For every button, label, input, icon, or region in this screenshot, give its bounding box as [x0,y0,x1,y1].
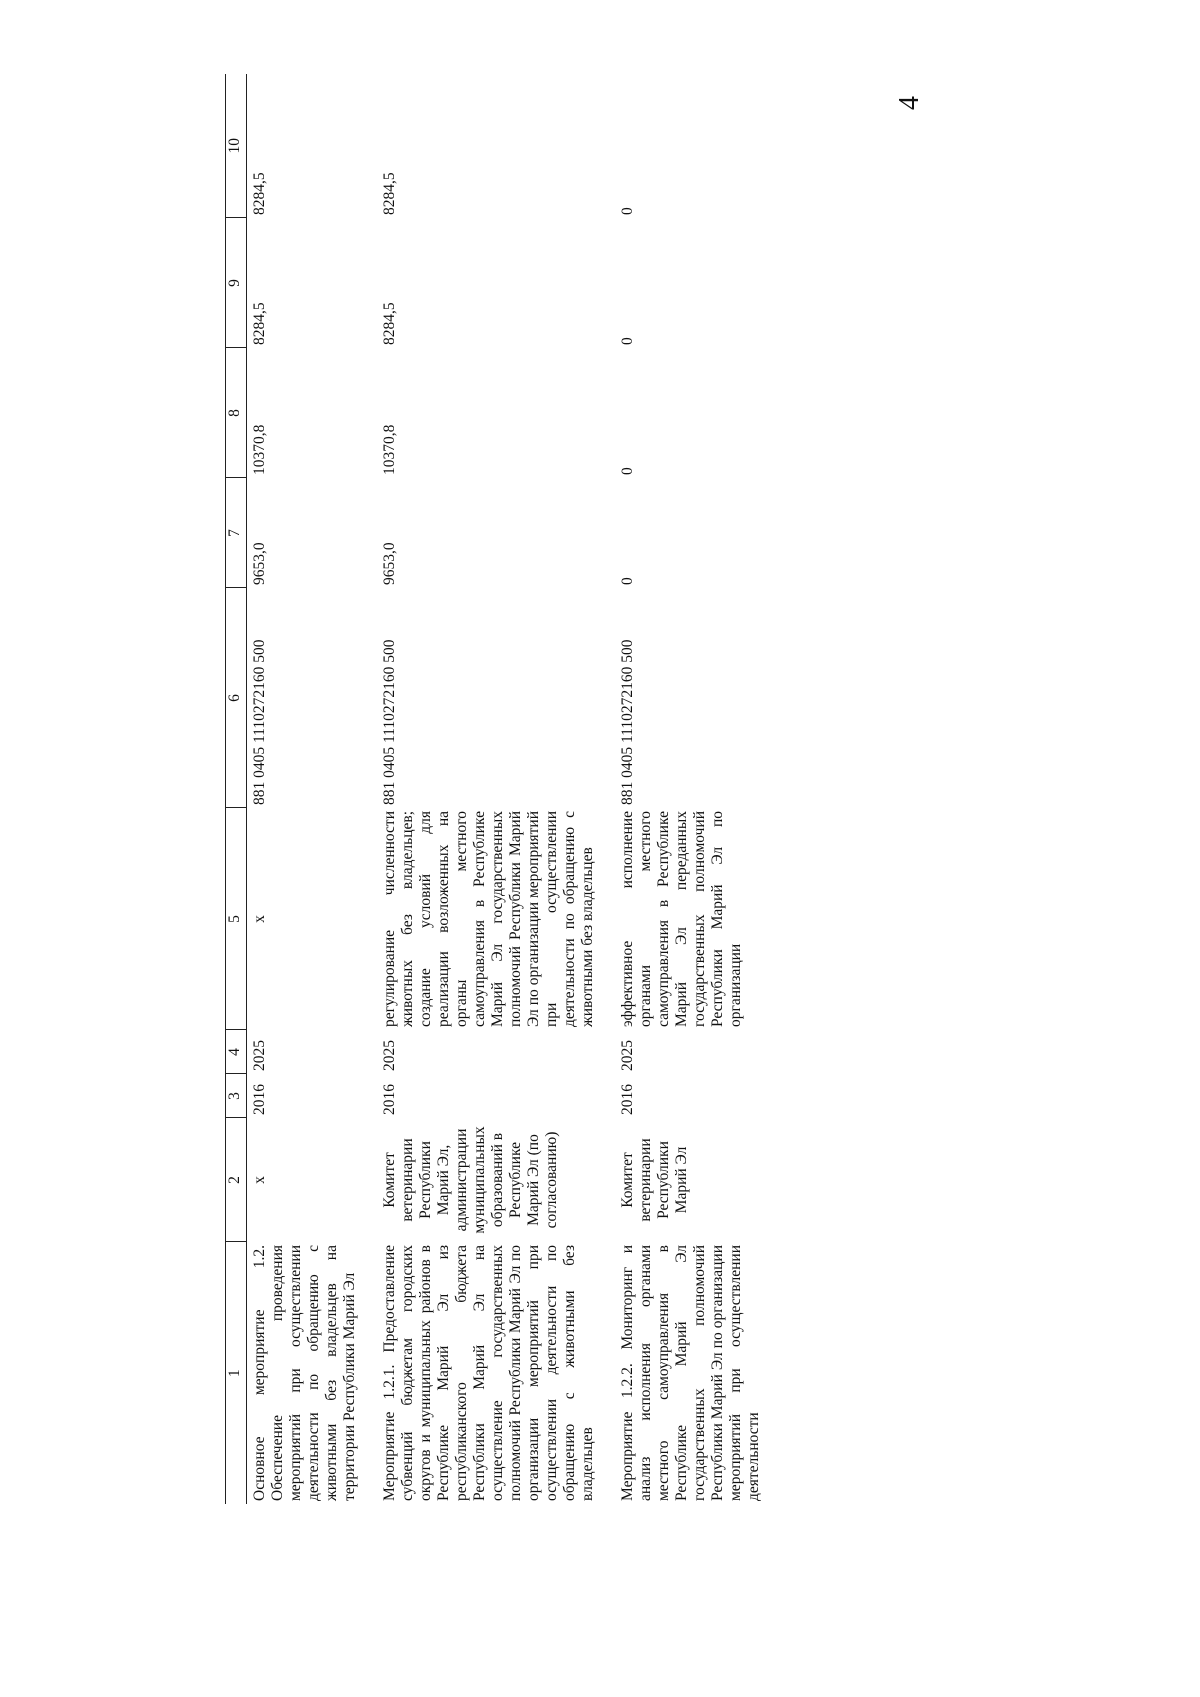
table-row [247,74,362,1504]
col-header-10: 10 [226,74,247,218]
row-1-start-year: 2016 [251,1084,268,1115]
col-header-9: 9 [226,218,247,348]
row-3-end-year: 2025 [619,1040,636,1071]
col-header-2: 2 [226,1118,247,1242]
row-1-value-10: 8284,5 [251,172,268,215]
col-header-8: 8 [226,348,247,478]
row-2-value-10: 8284,5 [381,172,398,215]
row-2-executor: Комитет ветеринарии Республики Марий Эл, администрации муниципальных образований в Республике Марий Эл (по согласованию) [381,1126,560,1234]
row-1-value-9: 8284,5 [251,302,268,345]
row-1-budget-code: 881 0405 1110272160 500 [251,639,268,805]
row-1-executor: х [251,1176,268,1184]
row-3-executor: Комитет ветеринарии Республики Марий Эл [619,1138,690,1222]
row-1-activity: Основное мероприятие 1.2. Обеспечение проведения мероприятий при осуществлении деятельности по обращению с животными без владельцев на территории Республики Марий Эл [251,1245,358,1501]
row-2-activity: Мероприятие 1.2.1. Предоставление субвенций бюджетам городских округов и муниципальных районов в Республике Марий Эл из республиканского бюджета Республики Марий Эл на осуществление государственных полномочий Республики Марий Эл по организации мероприятий при осуществлении деятельности по обращению с животными без владельцев [381,1245,596,1501]
row-1-value-7: 9653,0 [251,542,268,585]
row-2-start-year: 2016 [381,1084,398,1115]
table-row [617,74,765,1504]
row-2-end-year: 2025 [381,1040,398,1071]
rotated-table-container [225,74,1200,1504]
col-header-6: 6 [226,588,247,808]
table-row [379,74,599,1504]
page-number: 4 [894,96,925,110]
col-header-1: 1 [226,1242,247,1504]
row-2-result: регулирование численности животных без владельцев; создание условий для реализации возложенных на органы местного самоуправления в Республике Марий Эл государственных полномочий Республики Марий Эл по организации мероприятий при осуществлении деятельности по обращению с животными без владельцев [381,811,596,1027]
row-2-value-9: 8284,5 [381,302,398,345]
row-3-activity: Мероприятие 1.2.2. Мониторинг и анализ исполнения органами местного самоуправления в Республике Марий Эл государственных полномочий Республики Марий Эл по организации мероприятий при осуществлении деятельности [619,1245,762,1501]
row-2-budget-code: 881 0405 1110272160 500 [381,639,398,805]
col-header-3: 3 [226,1074,247,1118]
row-3-value-8: 0 [619,467,636,475]
row-3-result: эффективное исполнение органами местного самоуправления в Республике Марий Эл переданных государственных полномочий Республики Марий Эл по организации [619,811,744,1027]
row-3-budget-code: 881 0405 1110272160 500 [619,639,636,805]
row-3-start-year: 2016 [619,1084,636,1115]
row-3-value-7: 0 [619,577,636,585]
header-row [226,74,247,1504]
row-2-value-7: 9653,0 [381,542,398,585]
row-1-end-year: 2025 [251,1040,268,1071]
row-2-value-8: 10370,8 [381,424,398,475]
col-header-5: 5 [226,808,247,1030]
col-header-7: 7 [226,478,247,588]
budget-table [225,74,765,1504]
row-3-value-9: 0 [619,337,636,345]
row-1-value-8: 10370,8 [251,424,268,475]
col-header-4: 4 [226,1030,247,1074]
row-1-result: х [251,915,268,923]
row-3-value-10: 0 [619,207,636,215]
